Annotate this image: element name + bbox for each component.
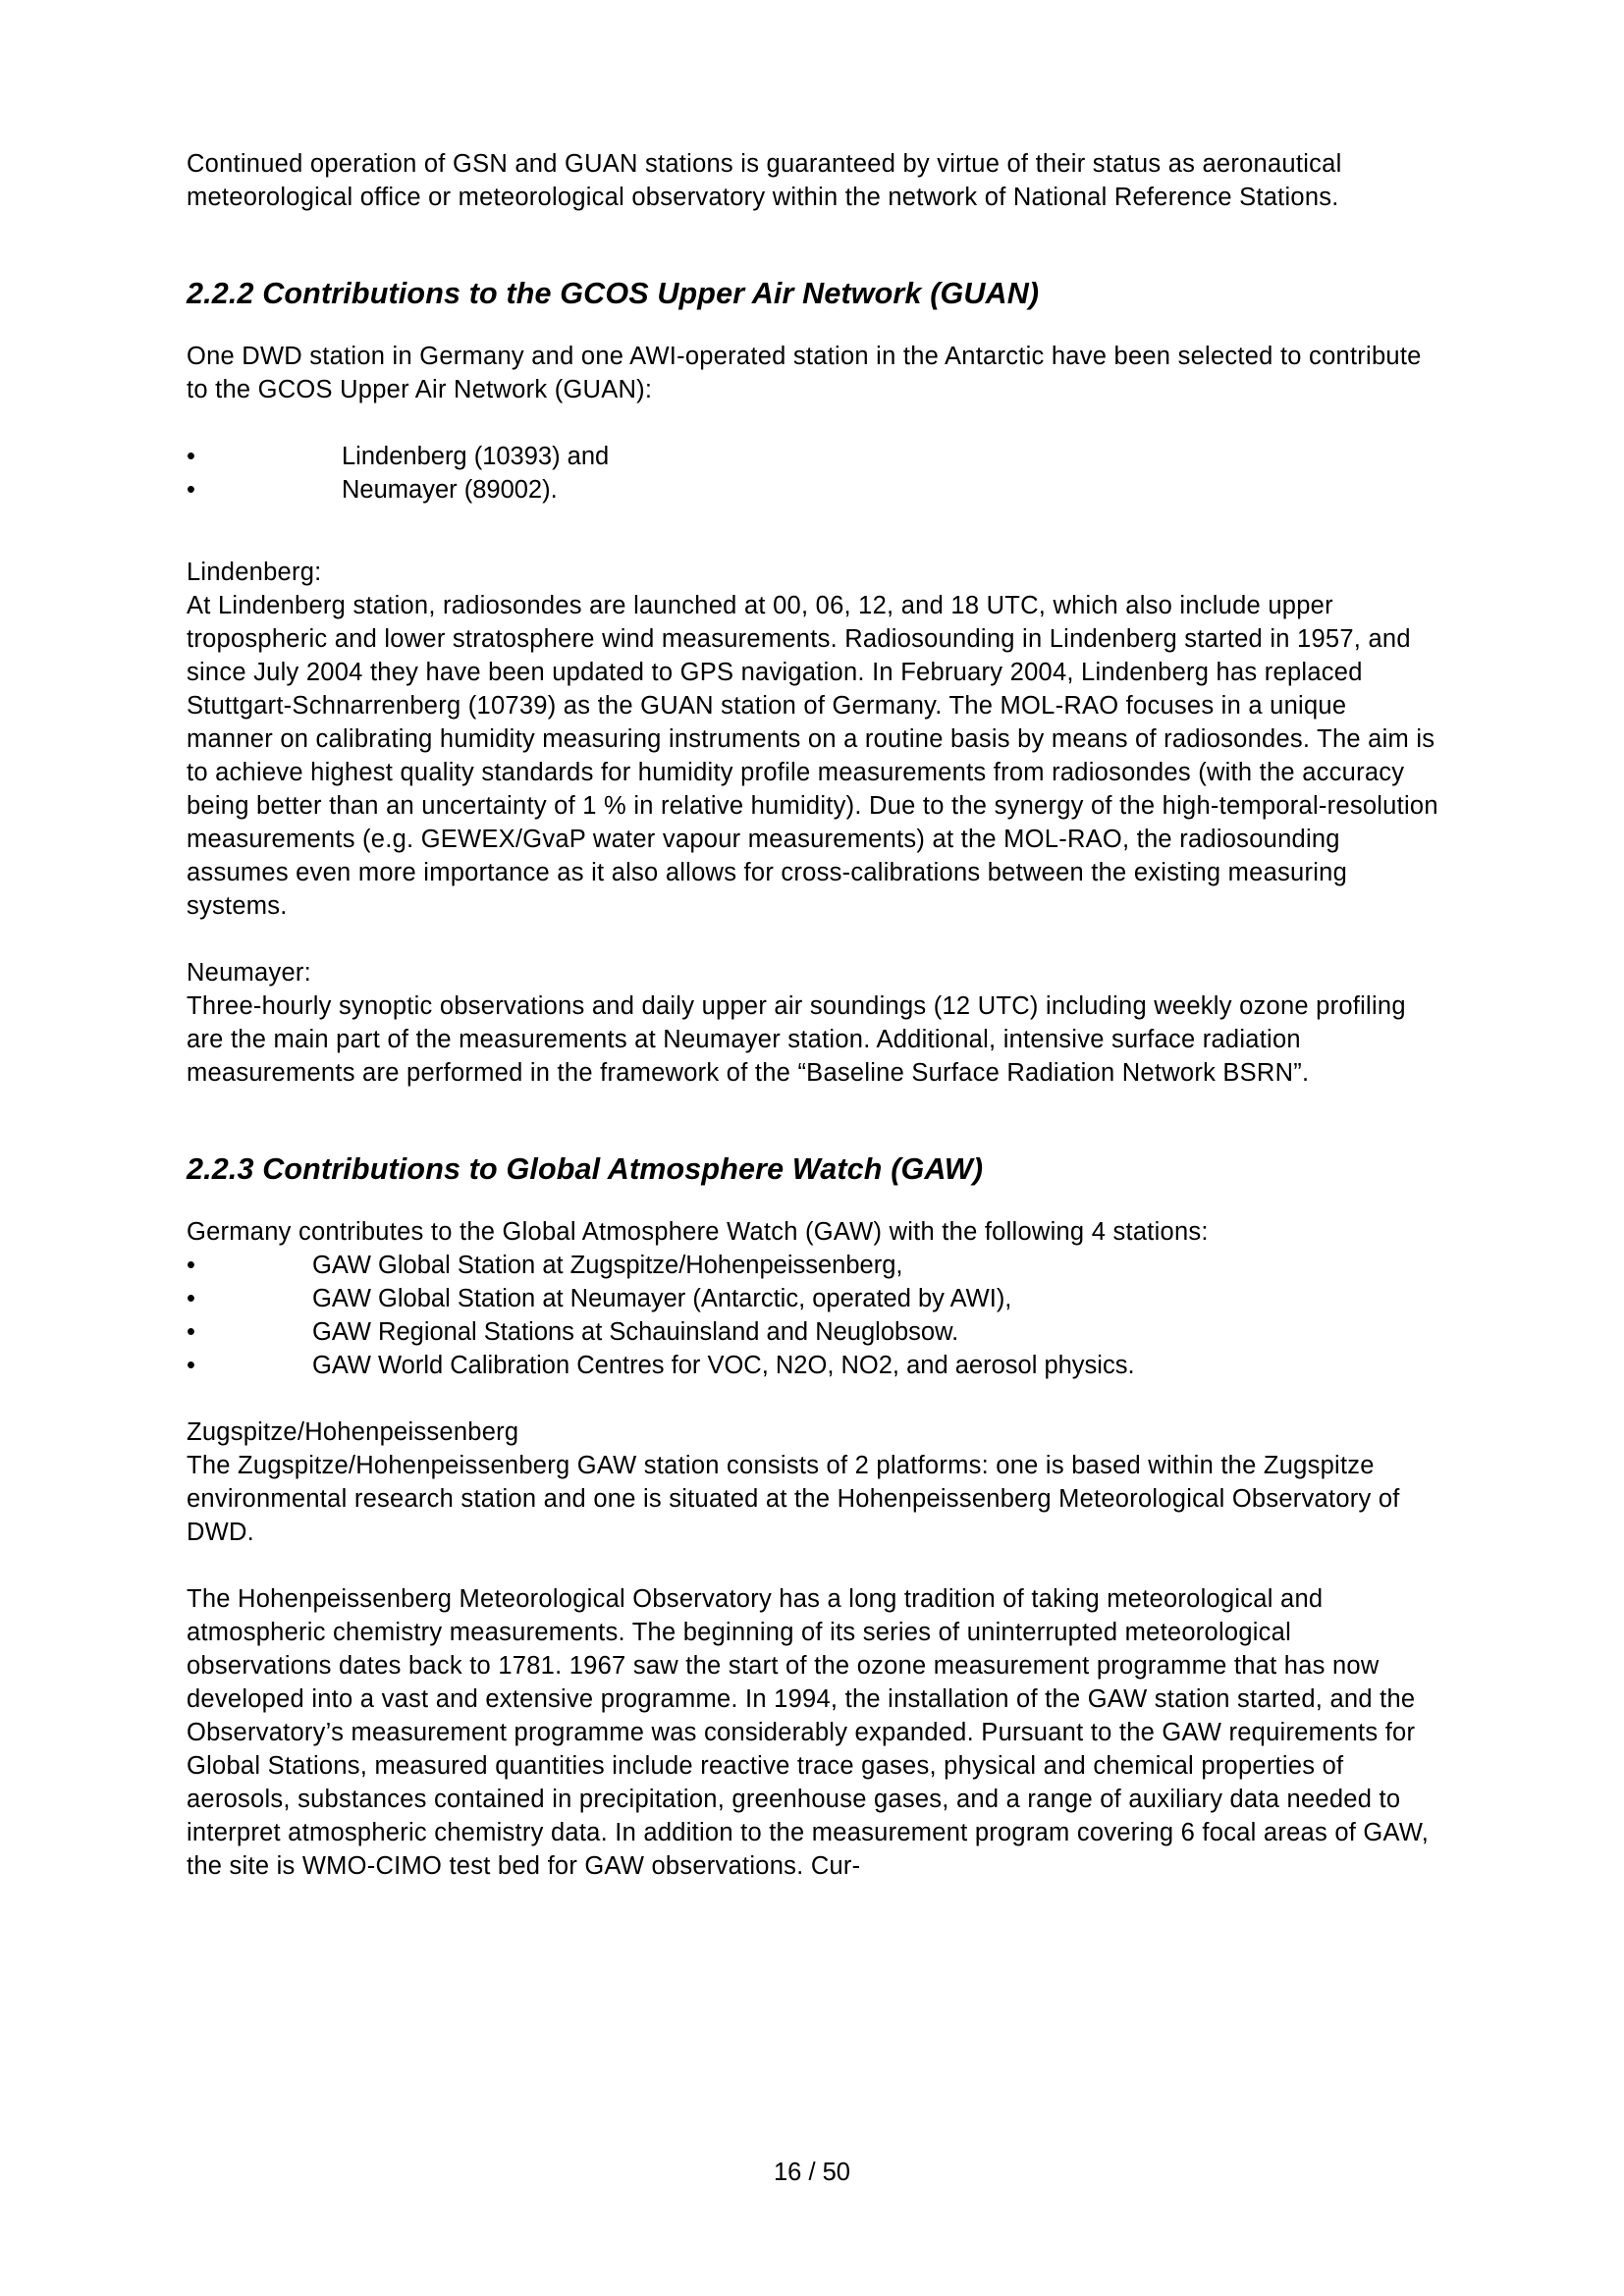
bullet-dot-icon: • <box>187 1352 195 1380</box>
page-number-footer: 16 / 50 <box>774 2159 850 2186</box>
list-item-label: GAW World Calibration Centres for VOC, N2O, NO2, and aerosol physics. <box>312 1352 1135 1380</box>
paragraph-lindenberg: At Lindenberg station, radiosondes are launched at 00, 06, 12, and 18 UTC, which also include upper tropospheric and lower stratosphere wind measurements. Radiosounding in Lindenberg started in 1957, and since July 2004 they have been updated to GPS navigation. In February 2004, Lindenberg has replaced Stuttgart-Schnarrenberg (10739) as the GUAN station of Germany. The MOL-RAO focuses in a unique manner on calibrating humidity measuring instruments on a routine basis by means of radiosondes. The aim is to achieve highest quality standards for humidity profile measurements from radiosondes (with the accuracy being better than an uncertainty of 1 % in relative humidity). Due to the synergy of the high-temporal-resolution measurements (e.g. GEWEX/GvaP water vapour measurements) at the MOL-RAO, the radiosounding assumes even more importance as it also allows for cross-calibrations between the existing measuring systems. <box>187 591 1438 921</box>
bullet-dot-icon: • <box>187 475 195 504</box>
list-item-label: GAW Regional Stations at Schauinsland and Neuglobsow. <box>312 1318 959 1347</box>
label-zugspitze-hohenpeissenberg: Zugspitze/Hohenpeissenberg <box>187 1418 519 1447</box>
list-item <box>187 1315 1438 1349</box>
paragraph-continued-operation: Continued operation of GSN and GUAN stations is guaranteed by virtue of their status as aeronautical meteorological office or meteorological observatory within the network of National Reference Stations. <box>187 150 1342 212</box>
paragraph-gaw-intro: Germany contributes to the Global Atmosphere Watch (GAW) with the following 4 stations: <box>187 1217 1209 1246</box>
bullet-list-gaw-stations <box>187 1249 1438 1382</box>
paragraph-hohenpeissenberg: The Hohenpeissenberg Meteorological Observatory has a long tradition of taking meteorological and atmospheric chemistry measurements. The beginning of its series of uninterrupted meteorological observations dates back to 1781. 1967 saw the start of the ozone measurement programme that has now developed into a vast and extensive programme. In 1994, the installation of the GAW station started, and the Observatory’s measurement programme was considerably expanded. Pursuant to the GAW requirements for Global Stations, measured quantities include reactive trace gases, physical and chemical properties of aerosols, substances contained in precipitation, greenhouse gases, and a range of auxiliary data needed to interpret atmospheric chemistry data. In addition to the measurement program covering 6 focal areas of GAW, the site is WMO-CIMO test bed for GAW observations. Cur- <box>187 1585 1430 1881</box>
paragraph-neumayer: Three-hourly synoptic observations and daily upper air soundings (12 UTC) including weekly ozone profiling are the main part of the measurements at Neumayer station. Additional, intensive surface radiation measurements are performed in the framework of the “Baseline Surface Radiation Network BSRN”. <box>187 992 1406 1088</box>
list-item-label: Neumayer (89002). <box>342 475 558 504</box>
list-item <box>187 1349 1438 1382</box>
page-content <box>187 147 1438 1884</box>
list-item <box>187 473 1438 507</box>
bullet-list-guan-stations <box>187 440 1438 507</box>
label-neumayer: Neumayer: <box>187 959 312 988</box>
heading-2-2-3: 2.2.3 Contributions to Global Atmosphere Watch (GAW) <box>187 1152 984 1187</box>
label-lindenberg: Lindenberg: <box>187 558 322 586</box>
bullet-dot-icon: • <box>187 1318 195 1347</box>
list-item-label: Lindenberg (10393) and <box>342 442 610 470</box>
paragraph-guan-intro: One DWD station in Germany and one AWI-operated station in the Antarctic have been selected to contribute to the GCOS Upper Air Network (GUAN): <box>187 342 1422 403</box>
heading-2-2-2: 2.2.2 Contributions to the GCOS Upper Air Network (GUAN) <box>187 277 1040 311</box>
bullet-dot-icon: • <box>187 1285 195 1312</box>
list-item <box>187 1249 1438 1282</box>
list-item <box>187 1282 1438 1315</box>
list-item-label: GAW Global Station at Zugspitze/Hohenpeissenberg, <box>312 1251 903 1279</box>
list-item <box>187 440 1438 473</box>
bullet-dot-icon: • <box>187 442 195 470</box>
list-item-label: GAW Global Station at Neumayer (Antarctic, operated by AWI), <box>312 1285 1012 1312</box>
paragraph-zugspitze: The Zugspitze/Hohenpeissenberg GAW station consists of 2 platforms: one is based within the Zugspitze environmental research station and one is situated at the Hohenpeissenberg Meteorological Observatory of DWD. <box>187 1452 1400 1547</box>
bullet-dot-icon: • <box>187 1251 195 1279</box>
